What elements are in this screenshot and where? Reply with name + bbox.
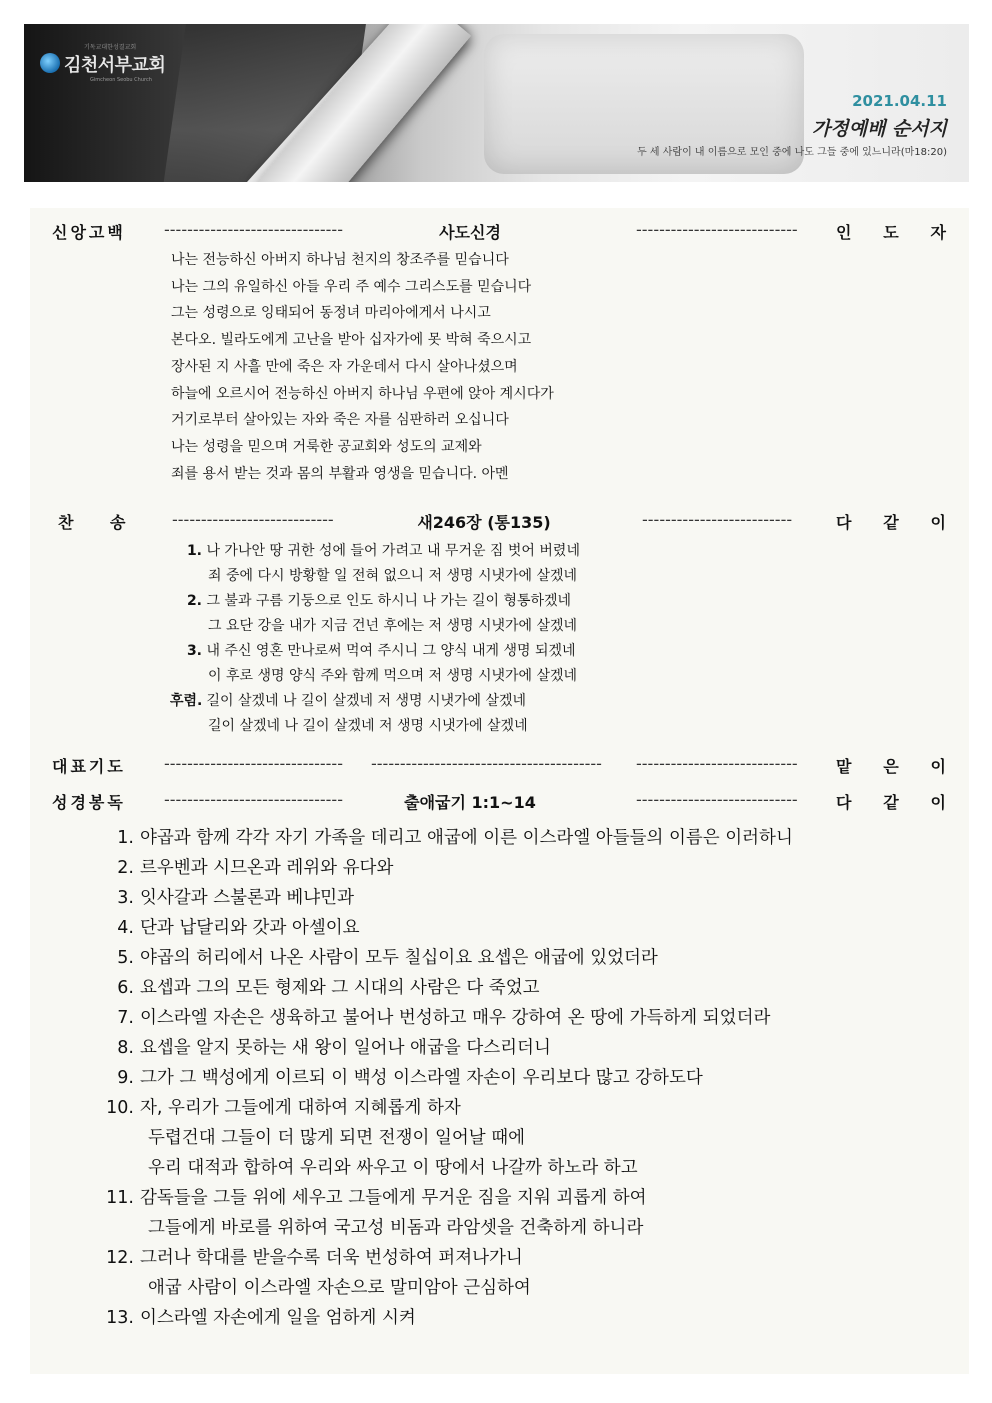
hymn-line: 죄 중에 다시 방황할 일 전혀 없으니 저 생명 시냇가에 살겠네 <box>208 568 578 584</box>
prayer-row <box>30 754 969 778</box>
reading-leader-char: 이 <box>930 793 946 812</box>
verse-number: 1. <box>117 828 134 848</box>
creed-leader <box>836 220 946 243</box>
hymn-row <box>30 510 969 534</box>
scripture-verse <box>100 1003 793 1033</box>
scripture-verse <box>100 943 793 973</box>
prayer-label: 대표기도 <box>52 757 126 776</box>
hymn-lyrics <box>170 539 580 739</box>
scripture-verse <box>100 913 793 943</box>
creed-line: 그는 성령으로 잉태되어 동정녀 마리아에게서 나시고 <box>171 305 491 322</box>
verse-text: 감독들을 그들 위에 세우고 그들에게 무거운 짐을 지워 괴롭게 하여 <box>140 1188 647 1208</box>
scripture-verse <box>100 973 793 1003</box>
verse-number: 8. <box>117 1038 134 1058</box>
hymn-verse-number: 3. <box>186 643 202 659</box>
hymn-leader-char: 다 <box>836 513 852 532</box>
verse-number: 3. <box>117 888 134 908</box>
verse-number: 13. <box>106 1308 134 1328</box>
verse-number: 5. <box>117 948 134 968</box>
hymn-leader-char: 이 <box>930 513 946 532</box>
hymn-refrain-label: 후렴. <box>170 693 203 709</box>
reading-dashes-left: ------------------------------- <box>164 790 343 809</box>
hymn-leader <box>836 510 946 533</box>
prayer-dashes-middle: ---------------------------------------- <box>371 754 602 773</box>
hymn-line-text: 그 불과 구름 기둥으로 인도 하시니 나 가는 길이 형통하겠네 <box>206 593 572 609</box>
scripture-verse <box>100 883 793 913</box>
creed-line: 나는 그의 유일하신 아들 우리 주 예수 그리스도를 믿습니다 <box>171 278 532 295</box>
verse-number: 7. <box>117 1008 134 1028</box>
scripture-verse <box>100 1183 793 1213</box>
church-denomination: 기독교대한성결교회 <box>84 44 137 51</box>
verse-number: 4. <box>117 918 134 938</box>
hymn-line-text: 내 주신 영혼 만나로써 먹여 주시니 그 양식 내게 생명 되겠네 <box>206 643 576 659</box>
scripture-verse <box>100 1243 793 1273</box>
reading-title: 출애굽기 1:1~14 <box>404 793 536 812</box>
verse-number: 10. <box>106 1098 134 1118</box>
globe-icon <box>40 53 60 73</box>
verse-text: 야곱과 함께 각각 자기 가족을 데리고 애굽에 이른 이스라엘 아들들의 이름은 이러하니 <box>140 828 793 848</box>
hymn-label-a: 찬 <box>58 513 74 532</box>
creed-line: 장사된 지 사흘 만에 죽은 자 가운데서 다시 살아나셨으며 <box>171 358 518 375</box>
verse-continuation: 우리 대적과 합하여 우리와 싸우고 이 땅에서 나갈까 하노라 하고 <box>148 1158 638 1178</box>
prayer-leader-char: 맡 <box>836 757 852 776</box>
church-name: 김천서부교회 <box>64 55 166 76</box>
church-english-name: Gimcheon Seobu Church <box>90 77 152 83</box>
hymn-dashes-left: ---------------------------- <box>172 510 334 529</box>
creed-title: 사도신경 <box>439 223 501 242</box>
verse-number: 2. <box>117 858 134 878</box>
prayer-dashes-right: ---------------------------- <box>636 754 798 773</box>
hymn-line-text: 나 가나안 땅 귀한 성에 들어 가려고 내 무거운 짐 벗어 버렸네 <box>206 543 580 559</box>
scripture-verse <box>100 823 793 853</box>
reading-row <box>30 790 969 814</box>
creed-row <box>30 220 969 244</box>
creed-text <box>171 247 554 487</box>
prayer-leader-char: 은 <box>883 757 899 776</box>
scripture-text <box>100 823 793 1333</box>
creed-line: 하늘에 오르시어 전능하신 아버지 하나님 우편에 앉아 계시다가 <box>171 385 554 402</box>
creed-line: 나는 성령을 믿으며 거룩한 공교회와 성도의 교제와 <box>171 438 482 455</box>
order-of-service <box>30 208 969 1374</box>
verse-text: 그러나 학대를 받을수록 더욱 번성하여 퍼져나가니 <box>140 1248 523 1268</box>
prayer-dashes-left: ------------------------------- <box>164 754 343 773</box>
verse-text: 이스라엘 자손은 생육하고 불어나 번성하고 매우 강하여 온 땅에 가득하게 되었더라 <box>140 1008 771 1028</box>
hymn-line <box>170 639 580 664</box>
verse-text: 이스라엘 자손에게 일을 엄하게 시켜 <box>140 1308 416 1328</box>
verse-text: 단과 납달리와 갓과 아셀이요 <box>140 918 360 938</box>
verse-number: 6. <box>117 978 134 998</box>
creed-line: 나는 전능하신 아버지 하나님 천지의 창조주를 믿습니다 <box>171 252 509 268</box>
creed-leader-char: 자 <box>930 223 946 242</box>
verse-text: 야곱의 허리에서 나온 사람이 모두 칠십이요 요셉은 애굽에 있었더라 <box>140 948 658 968</box>
verse-continuation: 두렵건대 그들이 더 많게 되면 전쟁이 일어날 때에 <box>148 1128 526 1148</box>
hymn-verse-number: 1. <box>186 543 202 559</box>
scripture-verse <box>100 1303 793 1333</box>
scripture-verse <box>100 1063 793 1093</box>
hymn-line: 길이 살겠네 나 길이 살겠네 저 생명 시냇가에 살겠네 <box>208 718 528 734</box>
verse-text: 잇사갈과 스불론과 베냐민과 <box>140 888 354 908</box>
reading-leader-char: 다 <box>836 793 852 812</box>
verse-text: 그가 그 백성에게 이르되 이 백성 이스라엘 자손이 우리보다 많고 강하도다 <box>140 1068 703 1088</box>
verse-number: 9. <box>117 1068 134 1088</box>
reading-label: 성경봉독 <box>52 793 126 812</box>
scripture-verse <box>100 853 793 883</box>
verse-text: 자, 우리가 그들에게 대하여 지혜롭게 하자 <box>140 1098 461 1118</box>
creed-leader-char: 도 <box>883 223 899 242</box>
verse-number: 12. <box>106 1248 134 1268</box>
hymn-verse-number: 2. <box>186 593 202 609</box>
church-logo <box>40 42 165 83</box>
scripture-verse <box>100 1033 793 1063</box>
verse-text: 요셉과 그의 모든 형제와 그 시대의 사람은 다 죽었고 <box>140 978 540 998</box>
creed-line: 죄를 용서 받는 것과 몸의 부활과 영생을 믿습니다. 아멘 <box>171 465 509 482</box>
creed-label: 신앙고백 <box>52 223 126 242</box>
service-title: 가정예배 순서지 <box>811 118 947 140</box>
hymn-line: 그 요단 강을 내가 지금 건넌 후에는 저 생명 시냇가에 살겠네 <box>208 618 578 634</box>
verse-text: 요셉을 알지 못하는 새 왕이 일어나 애굽을 다스리더니 <box>140 1038 551 1058</box>
hymn-line-text: 길이 살겠네 나 길이 살겠네 저 생명 시냇가에 살겠네 <box>206 693 527 709</box>
verse-text: 르우벤과 시므온과 레위와 유다와 <box>140 858 394 878</box>
prayer-leader <box>836 754 946 777</box>
hymn-dashes-right: -------------------------- <box>642 510 793 529</box>
reading-dashes-right: ---------------------------- <box>636 790 798 809</box>
creed-line: 본다오. 빌라도에게 고난을 받아 십자가에 못 박혀 죽으시고 <box>171 332 532 349</box>
scripture-verse <box>100 1093 793 1123</box>
hymn-line <box>170 689 580 714</box>
header-verse: 두 세 사람이 내 이름으로 모인 중에 나도 그들 중에 있느니라(마18:20) <box>637 147 947 158</box>
hymn-line <box>170 589 580 614</box>
verse-continuation: 애굽 사람이 이스라엘 자손으로 말미암아 근심하여 <box>148 1278 531 1298</box>
creed-leader-char: 인 <box>836 223 852 242</box>
header-banner <box>24 24 969 182</box>
hymn-line: 이 후로 생명 양식 주와 함께 먹으며 저 생명 시냇가에 살겠네 <box>208 668 578 684</box>
creed-dashes-left: ------------------------------- <box>164 220 343 239</box>
service-date: 2021.04.11 <box>852 92 947 110</box>
creed-line: 거기로부터 살아있는 자와 죽은 자를 심판하러 오십니다 <box>171 412 509 429</box>
hymn-line <box>170 539 580 564</box>
reading-leader-char: 같 <box>883 793 899 812</box>
creed-dashes-right: ---------------------------- <box>636 220 798 239</box>
hymn-title: 새246장 (통135) <box>417 513 551 532</box>
hymn-leader-char: 같 <box>883 513 899 532</box>
hymn-label-b: 송 <box>110 513 126 532</box>
prayer-leader-char: 이 <box>930 757 946 776</box>
verse-continuation: 그들에게 바로를 위하여 국고성 비돔과 라암셋을 건축하게 하니라 <box>148 1218 644 1238</box>
verse-number: 11. <box>106 1188 134 1208</box>
reading-leader <box>836 790 946 813</box>
